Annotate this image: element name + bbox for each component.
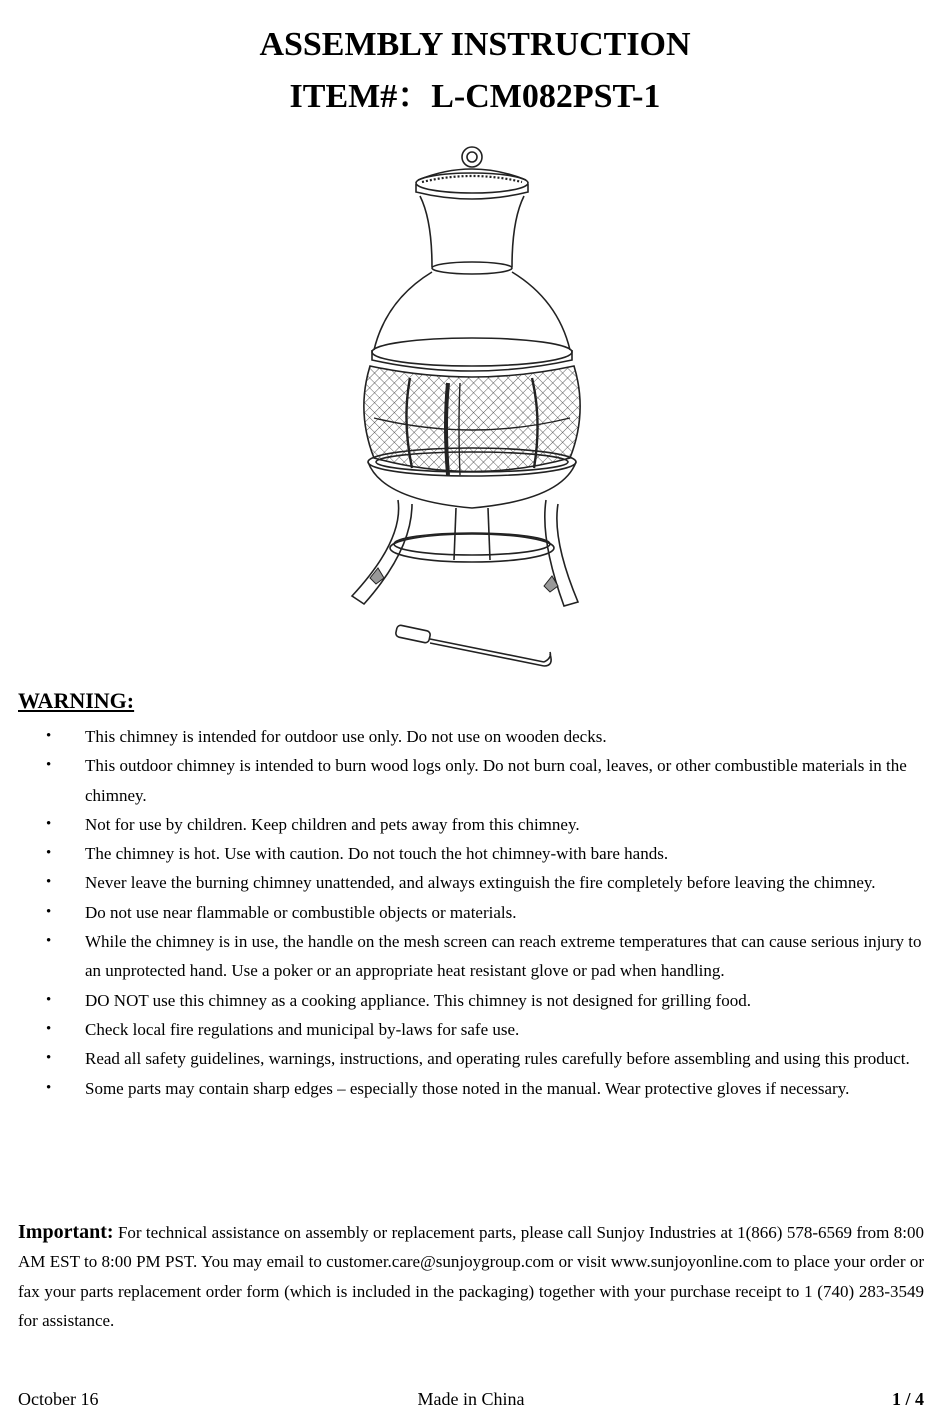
important-label: Important:	[18, 1221, 114, 1243]
warning-item	[0, 1074, 930, 1103]
chiminea-illustration	[330, 140, 620, 680]
chimney-neck	[420, 196, 524, 274]
page-number: 1 / 4	[891, 1389, 924, 1409]
bullet-icon: •	[46, 728, 52, 744]
bullet-icon: •	[46, 815, 52, 832]
important-note	[18, 1218, 924, 1335]
warning-item	[0, 722, 930, 751]
warning-item	[0, 927, 930, 986]
warning-item	[0, 868, 930, 897]
lid-ring	[462, 147, 482, 167]
bullet-icon: •	[46, 845, 52, 862]
bullet-icon: •	[46, 991, 52, 1008]
warning-item	[0, 898, 930, 927]
warning-item	[0, 751, 930, 810]
bullet-icon: •	[46, 933, 52, 950]
item-number: ITEM#：L-CM082PST-1	[289, 78, 661, 115]
warning-text: While the chimney is in use, the handle on the mesh screen can reach extreme temperatures that can cause serious injury to an unprotected hand. Use a poker or an appropriate heat resistant glove or pad when handling.	[85, 932, 922, 981]
warning-text: This chimney is intended for outdoor use only. Do not use on wooden decks.	[85, 727, 607, 746]
warning-list	[0, 722, 930, 1103]
bullet-icon: •	[46, 1050, 52, 1067]
bullet-icon: •	[46, 1079, 52, 1096]
bullet-icon: •	[46, 903, 52, 920]
page-footer	[18, 1387, 924, 1411]
warning-text: Never leave the burning chimney unattended, and always extinguish the fire completely before leaving the chimney.	[85, 873, 876, 893]
footer-date: October 16	[18, 1389, 99, 1409]
warning-heading: WARNING:	[18, 688, 135, 713]
warning-item	[0, 1015, 930, 1044]
bullet-icon: •	[46, 1020, 52, 1037]
warning-text: The chimney is hot. Use with caution. Do not touch the hot chimney-with bare hands.	[85, 844, 669, 864]
warning-text: Some parts may contain sharp edges – especially those noted in the manual. Wear protective gloves if necessary.	[85, 1078, 850, 1098]
warning-text: Do not use near flammable or combustible objects or materials.	[85, 902, 517, 922]
stand-legs	[352, 500, 578, 606]
warning-item	[0, 839, 930, 868]
bullet-icon: •	[46, 757, 52, 774]
important-text: For technical assistance on assembly or replacement parts, please call Sunjoy Industries at 1(866) 578-6569 from 8:00 AM EST to 8:00 PM PST. You may email to customer.care@sunjoygroup.com or visit www.sunjoyonline.com to place your order or fax your parts replacement order form (which is included in the packaging) together with your purchase receipt to 1 (740) 283-3549 for assistance.	[18, 1223, 925, 1330]
warning-text: DO NOT use this chimney as a cooking appliance. This chimney is not designed for grilling food.	[85, 990, 752, 1010]
warning-item	[0, 1044, 930, 1073]
document-title: ASSEMBLY INSTRUCTION	[259, 26, 691, 63]
chimney-lid	[416, 169, 528, 199]
warning-text: Check local fire regulations and municipal by-laws for safe use.	[85, 1019, 520, 1039]
warning-text: Read all safety guidelines, warnings, instructions, and operating rules carefully before assembling and using this product.	[85, 1049, 910, 1069]
warning-item	[0, 986, 930, 1015]
footer-origin: Made in China	[417, 1389, 525, 1409]
warning-text: Not for use by children. Keep children and pets away from this chimney.	[85, 814, 580, 834]
poker-tool	[395, 625, 551, 666]
chimney-upper-body	[372, 272, 572, 371]
mesh-screen	[364, 366, 580, 475]
warning-item	[0, 810, 930, 839]
bullet-icon: •	[46, 874, 52, 891]
warning-text: This outdoor chimney is intended to burn wood logs only. Do not burn coal, leaves, or other combustible materials in the chimney.	[85, 756, 907, 805]
